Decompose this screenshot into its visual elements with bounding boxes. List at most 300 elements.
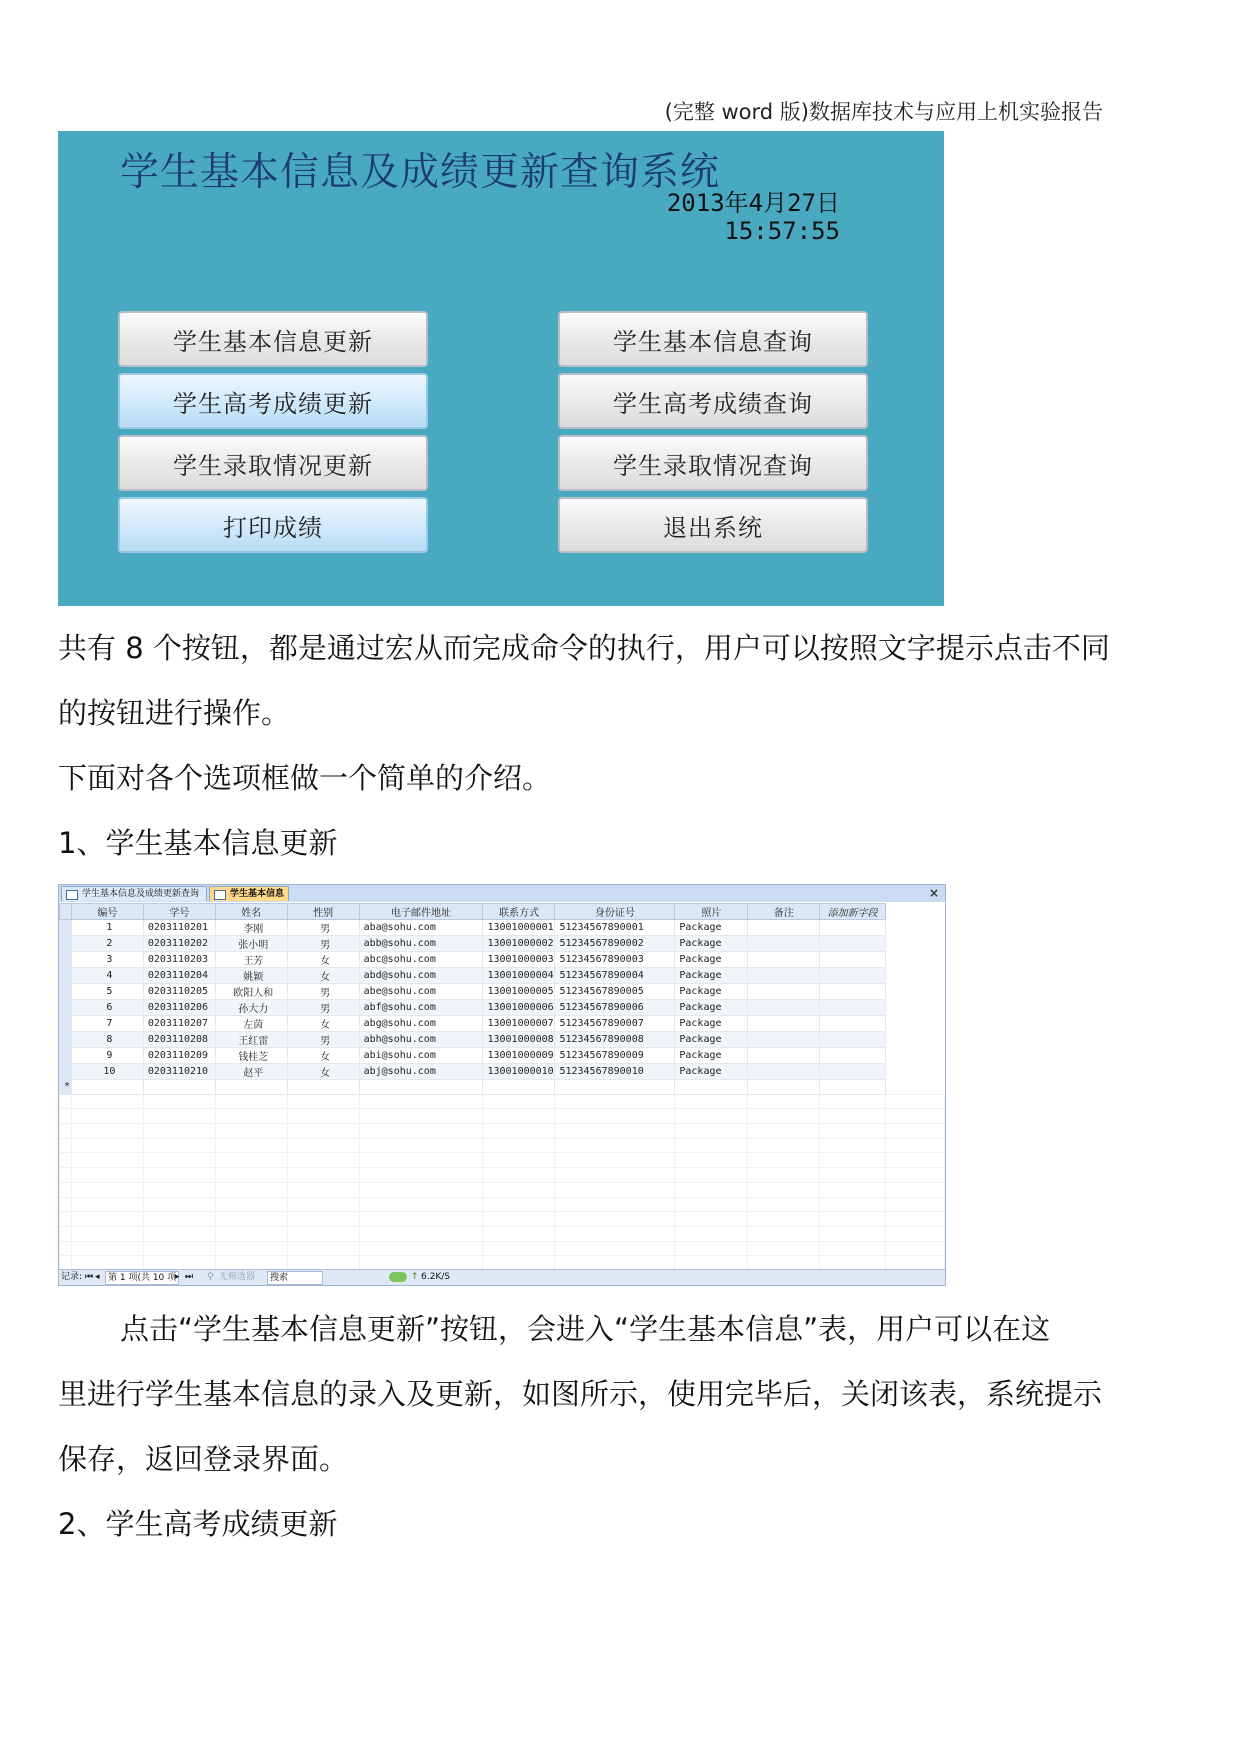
empty-cell bbox=[215, 1182, 287, 1197]
empty-cell bbox=[675, 1197, 748, 1212]
table-row[interactable] bbox=[60, 984, 945, 1000]
empty-cell bbox=[71, 1182, 143, 1197]
column-header[interactable]: 性别 bbox=[287, 904, 359, 920]
empty-cell bbox=[60, 1124, 72, 1139]
row-selector[interactable] bbox=[60, 936, 72, 952]
empty-cell bbox=[71, 1241, 143, 1256]
table-cell[interactable]: 6 bbox=[71, 1000, 143, 1016]
empty-cell bbox=[60, 1138, 72, 1153]
row-selector[interactable] bbox=[60, 1048, 72, 1064]
table-cell[interactable]: 13001000001 bbox=[483, 920, 555, 936]
table-cell[interactable]: 孙大力 bbox=[215, 1000, 287, 1016]
datasheet-window bbox=[58, 884, 946, 1286]
empty-cell bbox=[748, 1168, 820, 1183]
table-cell[interactable] bbox=[820, 1032, 886, 1048]
table-cell[interactable]: 欧阳人和 bbox=[215, 984, 287, 1000]
table-cell[interactable] bbox=[748, 1064, 820, 1080]
empty-row bbox=[60, 1226, 945, 1241]
empty-cell bbox=[287, 1138, 359, 1153]
table-row[interactable] bbox=[60, 1016, 945, 1032]
table-cell[interactable]: abc@sohu.com bbox=[359, 952, 483, 968]
table-cell[interactable] bbox=[748, 1016, 820, 1032]
header-row bbox=[60, 904, 945, 920]
empty-cell bbox=[143, 1241, 215, 1256]
table-cell[interactable]: abf@sohu.com bbox=[359, 1000, 483, 1016]
table-cell[interactable]: 51234567890007 bbox=[555, 1016, 675, 1032]
empty-cell bbox=[60, 1197, 72, 1212]
empty-cell bbox=[555, 1138, 675, 1153]
table-cell[interactable] bbox=[886, 1080, 945, 1095]
table-cell[interactable]: Package bbox=[675, 1016, 748, 1032]
column-header[interactable]: 电子邮件地址 bbox=[359, 904, 483, 920]
table-cell[interactable] bbox=[820, 1000, 886, 1016]
table-cell[interactable] bbox=[555, 1080, 675, 1095]
table-cell[interactable]: 李刚 bbox=[215, 920, 287, 936]
table-cell[interactable]: 51234567890006 bbox=[555, 1000, 675, 1016]
empty-cell bbox=[359, 1212, 483, 1227]
empty-cell bbox=[71, 1138, 143, 1153]
column-header[interactable]: 照片 bbox=[675, 904, 748, 920]
empty-cell bbox=[143, 1182, 215, 1197]
table-cell[interactable] bbox=[748, 1048, 820, 1064]
tab-label: 学生基本信息 bbox=[230, 889, 285, 899]
empty-cell bbox=[748, 1109, 820, 1124]
table-cell[interactable]: 男 bbox=[287, 1032, 359, 1048]
empty-cell bbox=[215, 1109, 287, 1124]
empty-cell bbox=[60, 1094, 72, 1109]
upload-arrow-icon: ↑ bbox=[411, 1272, 419, 1282]
empty-cell bbox=[483, 1226, 555, 1241]
table-cell[interactable]: 左茵 bbox=[215, 1016, 287, 1032]
empty-cell bbox=[359, 1182, 483, 1197]
table-cell[interactable] bbox=[748, 936, 820, 952]
row-selector[interactable] bbox=[60, 1016, 72, 1032]
table-cell[interactable]: 51234567890002 bbox=[555, 936, 675, 952]
row-selector[interactable] bbox=[60, 1064, 72, 1080]
empty-cell bbox=[287, 1197, 359, 1212]
table-cell[interactable]: Package bbox=[675, 1032, 748, 1048]
row-selector[interactable] bbox=[60, 1032, 72, 1048]
empty-cell bbox=[215, 1168, 287, 1183]
form-time: 15:57:55 bbox=[724, 217, 840, 245]
empty-cell bbox=[215, 1138, 287, 1153]
table-row[interactable] bbox=[60, 920, 945, 936]
empty-cell bbox=[886, 1016, 945, 1032]
table-cell[interactable] bbox=[820, 984, 886, 1000]
table-icon bbox=[214, 890, 226, 900]
form-icon bbox=[66, 890, 78, 900]
table-cell[interactable]: 男 bbox=[287, 936, 359, 952]
empty-cell bbox=[886, 1153, 945, 1168]
empty-cell bbox=[555, 1226, 675, 1241]
row-selector[interactable] bbox=[60, 968, 72, 984]
table-cell[interactable]: 0203110210 bbox=[143, 1064, 215, 1080]
table-cell[interactable]: 51234567890005 bbox=[555, 984, 675, 1000]
tab-switchboard[interactable] bbox=[61, 886, 207, 901]
add-field-header[interactable]: 添加新字段 bbox=[820, 904, 886, 920]
table-cell[interactable]: 0203110202 bbox=[143, 936, 215, 952]
table-cell[interactable]: 男 bbox=[287, 920, 359, 936]
update-exam-score-button[interactable]: 学生高考成绩更新 bbox=[118, 373, 428, 429]
empty-cell bbox=[675, 1094, 748, 1109]
table-cell[interactable]: Package bbox=[675, 952, 748, 968]
table-cell[interactable]: 女 bbox=[287, 968, 359, 984]
row-selector[interactable] bbox=[60, 952, 72, 968]
paragraph-3a: 点击“学生基本信息更新”按钮，会进入“学生基本信息”表，用户可以在这 bbox=[120, 1312, 1051, 1346]
column-header[interactable]: 身份证号 bbox=[555, 904, 675, 920]
table-cell[interactable]: Package bbox=[675, 920, 748, 936]
column-header[interactable]: 备注 bbox=[748, 904, 820, 920]
table-cell[interactable]: 13001000002 bbox=[483, 936, 555, 952]
update-admission-button[interactable]: 学生录取情况更新 bbox=[118, 435, 428, 491]
empty-cell bbox=[71, 1094, 143, 1109]
column-header[interactable]: 编号 bbox=[71, 904, 143, 920]
empty-cell bbox=[215, 1153, 287, 1168]
empty-cell bbox=[71, 1226, 143, 1241]
empty-cell bbox=[820, 1153, 886, 1168]
table-cell[interactable]: 51234567890010 bbox=[555, 1064, 675, 1080]
table-cell[interactable] bbox=[215, 1080, 287, 1095]
table-cell[interactable]: 51234567890003 bbox=[555, 952, 675, 968]
empty-cell bbox=[143, 1124, 215, 1139]
table-cell[interactable]: abe@sohu.com bbox=[359, 984, 483, 1000]
table-cell[interactable]: 13001000009 bbox=[483, 1048, 555, 1064]
tab-student-info[interactable] bbox=[209, 886, 289, 901]
empty-cell bbox=[143, 1226, 215, 1241]
table-cell[interactable]: 0203110203 bbox=[143, 952, 215, 968]
empty-cell bbox=[748, 1226, 820, 1241]
table-cell[interactable] bbox=[675, 1080, 748, 1095]
heading-2: 2、学生高考成绩更新 bbox=[58, 1507, 338, 1541]
empty-cell bbox=[820, 1168, 886, 1183]
table-cell[interactable]: Package bbox=[675, 984, 748, 1000]
paragraph-3b: 里进行学生基本信息的录入及更新，如图所示，使用完毕后，关闭该表，系统提示 bbox=[58, 1377, 1103, 1411]
table-cell[interactable]: 张小明 bbox=[215, 936, 287, 952]
empty-cell bbox=[483, 1094, 555, 1109]
table-cell[interactable] bbox=[820, 1016, 886, 1032]
empty-cell bbox=[60, 1168, 72, 1183]
table-cell[interactable]: 姚颖 bbox=[215, 968, 287, 984]
empty-cell bbox=[886, 1212, 945, 1227]
table-cell[interactable]: 0203110207 bbox=[143, 1016, 215, 1032]
search-input[interactable]: 搜索 bbox=[267, 1271, 323, 1285]
table-cell[interactable]: 男 bbox=[287, 984, 359, 1000]
empty-cell bbox=[886, 1000, 945, 1016]
table-cell[interactable]: 钱桂芝 bbox=[215, 1048, 287, 1064]
empty-cell bbox=[675, 1138, 748, 1153]
empty-cell bbox=[748, 1153, 820, 1168]
table-cell[interactable]: 3 bbox=[71, 952, 143, 968]
table-cell[interactable]: 13001000005 bbox=[483, 984, 555, 1000]
table-cell[interactable]: 0203110209 bbox=[143, 1048, 215, 1064]
table-cell[interactable] bbox=[820, 968, 886, 984]
empty-cell bbox=[143, 1168, 215, 1183]
table-cell[interactable] bbox=[748, 1000, 820, 1016]
record-label: 记录: bbox=[61, 1272, 83, 1282]
table-cell[interactable]: abb@sohu.com bbox=[359, 936, 483, 952]
table-cell[interactable]: 10 bbox=[71, 1064, 143, 1080]
table-cell[interactable]: 女 bbox=[287, 1064, 359, 1080]
table-cell[interactable]: 1 bbox=[71, 920, 143, 936]
empty-cell bbox=[748, 1241, 820, 1256]
empty-cell bbox=[555, 1241, 675, 1256]
tab-label: 学生基本信息及成绩更新查询 bbox=[82, 889, 200, 899]
table-cell[interactable] bbox=[143, 1080, 215, 1095]
empty-header bbox=[886, 904, 945, 920]
table-cell[interactable]: 男 bbox=[287, 1000, 359, 1016]
table-cell[interactable]: 0203110208 bbox=[143, 1032, 215, 1048]
table-cell[interactable] bbox=[820, 936, 886, 952]
column-header[interactable]: 联系方式 bbox=[483, 904, 555, 920]
query-exam-score-button[interactable]: 学生高考成绩查询 bbox=[558, 373, 868, 429]
table-cell[interactable]: 51234567890009 bbox=[555, 1048, 675, 1064]
empty-cell bbox=[60, 1226, 72, 1241]
table-cell[interactable] bbox=[359, 1080, 483, 1095]
new-row-marker[interactable]: * bbox=[60, 1080, 72, 1095]
new-record-row[interactable] bbox=[60, 1080, 945, 1095]
heading-1: 1、学生基本信息更新 bbox=[58, 826, 338, 860]
table-cell[interactable]: 王芳 bbox=[215, 952, 287, 968]
student-table bbox=[59, 903, 945, 1286]
empty-cell bbox=[359, 1168, 483, 1183]
table-cell[interactable]: 女 bbox=[287, 1048, 359, 1064]
empty-cell bbox=[675, 1153, 748, 1168]
empty-cell bbox=[820, 1109, 886, 1124]
empty-cell bbox=[820, 1197, 886, 1212]
empty-cell bbox=[675, 1168, 748, 1183]
empty-cell bbox=[71, 1124, 143, 1139]
table-row[interactable] bbox=[60, 936, 945, 952]
table-cell[interactable]: 9 bbox=[71, 1048, 143, 1064]
empty-cell bbox=[359, 1094, 483, 1109]
empty-cell bbox=[886, 1241, 945, 1256]
empty-cell bbox=[483, 1138, 555, 1153]
empty-cell bbox=[555, 1212, 675, 1227]
update-basic-info-button[interactable]: 学生基本信息更新 bbox=[118, 311, 428, 367]
paragraph-2: 下面对各个选项框做一个简单的介绍。 bbox=[58, 761, 552, 795]
table-row[interactable] bbox=[60, 1032, 945, 1048]
network-speed: 6.2K/S bbox=[421, 1272, 450, 1282]
table-row[interactable] bbox=[60, 1048, 945, 1064]
empty-cell bbox=[555, 1197, 675, 1212]
empty-cell bbox=[886, 936, 945, 952]
table-cell[interactable] bbox=[820, 1064, 886, 1080]
table-cell[interactable]: 51234567890004 bbox=[555, 968, 675, 984]
empty-row bbox=[60, 1212, 945, 1227]
empty-cell bbox=[71, 1197, 143, 1212]
query-basic-info-button[interactable]: 学生基本信息查询 bbox=[558, 311, 868, 367]
table-cell[interactable]: 4 bbox=[71, 968, 143, 984]
empty-cell bbox=[71, 1153, 143, 1168]
table-cell[interactable]: Package bbox=[675, 1064, 748, 1080]
table-cell[interactable] bbox=[820, 1080, 886, 1095]
table-cell[interactable]: abg@sohu.com bbox=[359, 1016, 483, 1032]
empty-cell bbox=[287, 1109, 359, 1124]
empty-cell bbox=[60, 1182, 72, 1197]
table-cell[interactable] bbox=[748, 920, 820, 936]
table-cell[interactable]: 8 bbox=[71, 1032, 143, 1048]
table-cell[interactable]: 王红雷 bbox=[215, 1032, 287, 1048]
table-row[interactable] bbox=[60, 952, 945, 968]
table-cell[interactable]: 13001000010 bbox=[483, 1064, 555, 1080]
table-cell[interactable]: 51234567890008 bbox=[555, 1032, 675, 1048]
table-cell[interactable]: 5 bbox=[71, 984, 143, 1000]
filter-status[interactable]: 无筛选器 bbox=[219, 1272, 256, 1282]
row-selector[interactable] bbox=[60, 984, 72, 1000]
empty-cell bbox=[675, 1109, 748, 1124]
form-date: 2013年4月27日 bbox=[666, 189, 840, 217]
table-cell[interactable] bbox=[71, 1080, 143, 1095]
table-row[interactable] bbox=[60, 968, 945, 984]
network-indicator-icon bbox=[389, 1272, 407, 1282]
empty-cell bbox=[359, 1153, 483, 1168]
empty-cell bbox=[886, 968, 945, 984]
empty-cell bbox=[555, 1124, 675, 1139]
empty-cell bbox=[215, 1241, 287, 1256]
empty-cell bbox=[675, 1212, 748, 1227]
empty-cell bbox=[675, 1124, 748, 1139]
table-cell[interactable]: 13001000004 bbox=[483, 968, 555, 984]
empty-cell bbox=[143, 1109, 215, 1124]
table-cell[interactable] bbox=[748, 1032, 820, 1048]
table-cell[interactable]: 0203110206 bbox=[143, 1000, 215, 1016]
table-cell[interactable] bbox=[748, 952, 820, 968]
row-selector-header[interactable] bbox=[60, 904, 72, 920]
empty-cell bbox=[287, 1168, 359, 1183]
table-cell[interactable]: Package bbox=[675, 968, 748, 984]
table-cell[interactable]: 13001000007 bbox=[483, 1016, 555, 1032]
empty-cell bbox=[287, 1212, 359, 1227]
column-header[interactable]: 姓名 bbox=[215, 904, 287, 920]
paragraph-1a: 共有 8 个按钮，都是通过宏从而完成命令的执行，用户可以按照文字提示点击不同 bbox=[58, 631, 1110, 665]
form-title: 学生基本信息及成绩更新查询系统 bbox=[120, 150, 721, 195]
table-cell[interactable]: 7 bbox=[71, 1016, 143, 1032]
close-icon[interactable]: × bbox=[928, 886, 939, 900]
empty-cell bbox=[886, 952, 945, 968]
table-cell[interactable] bbox=[748, 968, 820, 984]
record-navigation-bar bbox=[59, 1269, 945, 1285]
empty-row bbox=[60, 1241, 945, 1256]
empty-row bbox=[60, 1197, 945, 1212]
empty-cell bbox=[143, 1212, 215, 1227]
empty-cell bbox=[60, 1212, 72, 1227]
empty-cell bbox=[675, 1182, 748, 1197]
table-cell[interactable]: abd@sohu.com bbox=[359, 968, 483, 984]
print-scores-button[interactable]: 打印成绩 bbox=[118, 497, 428, 553]
empty-cell bbox=[483, 1197, 555, 1212]
empty-cell bbox=[359, 1109, 483, 1124]
empty-cell bbox=[886, 1226, 945, 1241]
table-cell[interactable] bbox=[748, 1080, 820, 1095]
empty-cell bbox=[143, 1153, 215, 1168]
empty-cell bbox=[820, 1138, 886, 1153]
empty-cell bbox=[886, 1124, 945, 1139]
empty-cell bbox=[483, 1124, 555, 1139]
table-cell[interactable]: 0203110205 bbox=[143, 984, 215, 1000]
table-cell[interactable]: 13001000008 bbox=[483, 1032, 555, 1048]
empty-cell bbox=[886, 984, 945, 1000]
empty-cell bbox=[748, 1182, 820, 1197]
empty-cell bbox=[71, 1168, 143, 1183]
empty-cell bbox=[60, 1109, 72, 1124]
table-cell[interactable]: 2 bbox=[71, 936, 143, 952]
table-cell[interactable] bbox=[820, 1048, 886, 1064]
record-position[interactable]: 第 1 项(共 10 项 bbox=[105, 1271, 179, 1285]
empty-cell bbox=[555, 1168, 675, 1183]
table-cell[interactable]: 0203110201 bbox=[143, 920, 215, 936]
empty-cell bbox=[555, 1153, 675, 1168]
empty-cell bbox=[820, 1094, 886, 1109]
row-selector[interactable] bbox=[60, 1000, 72, 1016]
table-cell[interactable]: aba@sohu.com bbox=[359, 920, 483, 936]
empty-row bbox=[60, 1168, 945, 1183]
empty-cell bbox=[483, 1241, 555, 1256]
column-header[interactable]: 学号 bbox=[143, 904, 215, 920]
empty-cell bbox=[748, 1197, 820, 1212]
empty-cell bbox=[287, 1182, 359, 1197]
table-cell[interactable]: Package bbox=[675, 1048, 748, 1064]
table-cell[interactable]: 女 bbox=[287, 952, 359, 968]
switchboard-form bbox=[58, 131, 944, 606]
query-admission-button[interactable]: 学生录取情况查询 bbox=[558, 435, 868, 491]
exit-system-button[interactable]: 退出系统 bbox=[558, 497, 868, 553]
table-row[interactable] bbox=[60, 1064, 945, 1080]
next-record-icon[interactable]: ▸ bbox=[175, 1272, 180, 1282]
empty-cell bbox=[215, 1212, 287, 1227]
empty-row bbox=[60, 1109, 945, 1124]
paragraph-1b: 的按钮进行操作。 bbox=[58, 696, 291, 730]
table-cell[interactable] bbox=[483, 1080, 555, 1095]
table-cell[interactable]: 13001000003 bbox=[483, 952, 555, 968]
empty-cell bbox=[886, 1197, 945, 1212]
table-cell[interactable] bbox=[748, 984, 820, 1000]
table-cell[interactable]: 0203110204 bbox=[143, 968, 215, 984]
empty-cell bbox=[60, 1241, 72, 1256]
row-selector[interactable] bbox=[60, 920, 72, 936]
empty-cell bbox=[215, 1094, 287, 1109]
empty-cell bbox=[886, 920, 945, 936]
last-record-icon[interactable]: ⏭ bbox=[185, 1272, 194, 1282]
prev-record-icon[interactable]: ◂ bbox=[95, 1272, 100, 1282]
empty-cell bbox=[143, 1197, 215, 1212]
table-cell[interactable] bbox=[287, 1080, 359, 1095]
table-cell[interactable] bbox=[820, 952, 886, 968]
table-cell[interactable]: 女 bbox=[287, 1016, 359, 1032]
table-cell[interactable]: abh@sohu.com bbox=[359, 1032, 483, 1048]
empty-cell bbox=[820, 1212, 886, 1227]
table-cell[interactable]: 赵平 bbox=[215, 1064, 287, 1080]
empty-cell bbox=[215, 1226, 287, 1241]
empty-cell bbox=[886, 1168, 945, 1183]
table-cell[interactable]: 13001000006 bbox=[483, 1000, 555, 1016]
empty-cell bbox=[886, 1182, 945, 1197]
table-cell[interactable]: abi@sohu.com bbox=[359, 1048, 483, 1064]
empty-cell bbox=[359, 1197, 483, 1212]
table-row[interactable] bbox=[60, 1000, 945, 1016]
table-cell[interactable]: abj@sohu.com bbox=[359, 1064, 483, 1080]
table-cell[interactable]: 51234567890001 bbox=[555, 920, 675, 936]
empty-cell bbox=[359, 1241, 483, 1256]
empty-cell bbox=[287, 1124, 359, 1139]
table-cell[interactable] bbox=[820, 920, 886, 936]
empty-cell bbox=[287, 1094, 359, 1109]
empty-cell bbox=[555, 1109, 675, 1124]
empty-cell bbox=[483, 1212, 555, 1227]
table-cell[interactable]: Package bbox=[675, 936, 748, 952]
table-cell[interactable]: Package bbox=[675, 1000, 748, 1016]
empty-cell bbox=[359, 1226, 483, 1241]
first-record-icon[interactable]: ⏮ bbox=[85, 1272, 94, 1282]
